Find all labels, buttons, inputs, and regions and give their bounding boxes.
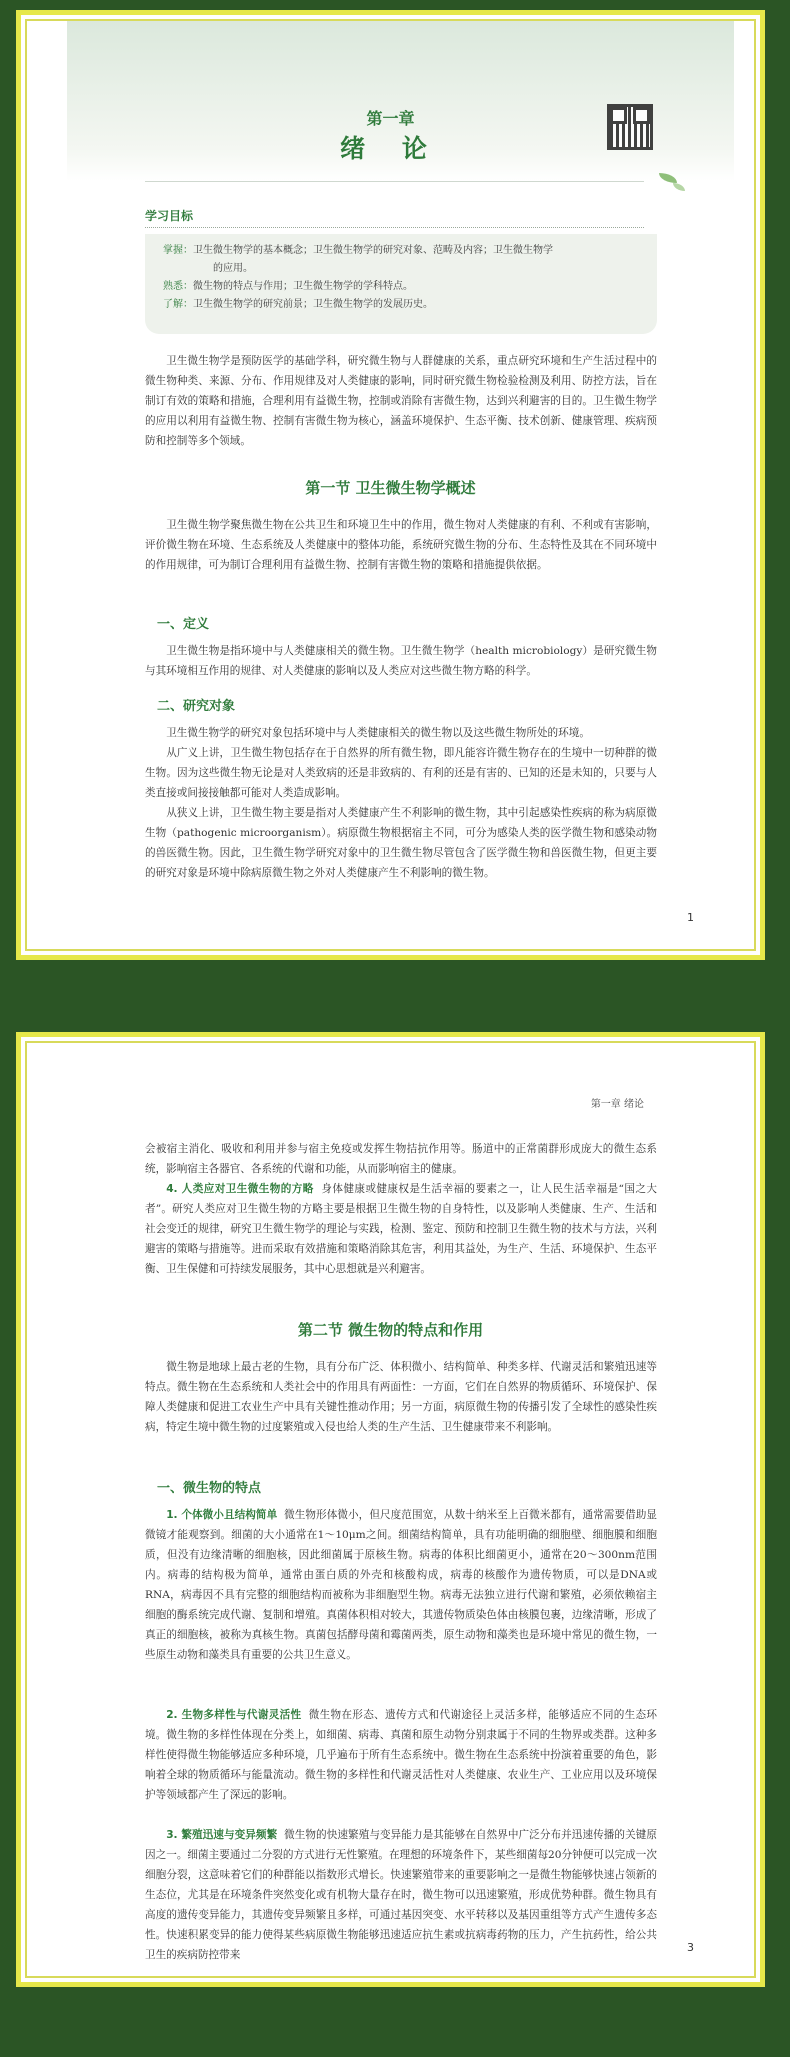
- title-divider: [145, 181, 644, 182]
- list-item-text: 微生物的快速繁殖与变异能力是其能够在自然界中广泛分布并迅速传播的关键原因之一。细菌主要通过二分裂的方式进行无性繁殖。在理想的环境条件下，某些细菌每20分钟便可以完成一次细胞分裂，这意味着它们的种群能以指数形式增长。快速繁殖带来的重要影响之一是微生物能够快速占领新的生态位，尤其是在环境条件突然变化或有机物大量存在时，微生物可以迅速繁殖，形成优势种群。微生物具有高度的遗传变异能力，其遗传变异频繁且多样，可通过基因突变、水平转移以及基因重组等方式产生遗传多态性。快速积累变异的能力使得某些病原微生物能够迅速适应抗生素或抗病毒药物的压力，产生抗药性，给公共卫生的疾病防控带来: [145, 1829, 657, 1961]
- leaf-icon: [673, 183, 685, 191]
- list-item-2: [145, 1705, 657, 1805]
- list-item-heading: 1. 个体微小且结构简单: [166, 1509, 278, 1521]
- section-1-title: 第一节 卫生微生物学概述: [305, 479, 476, 497]
- subsection-research-object-title: 二、研究对象: [157, 699, 236, 714]
- objectives-box: [145, 234, 657, 334]
- objective-key: 熟悉：: [163, 281, 193, 292]
- page-1-content: [25, 19, 756, 951]
- chapter-number: 第一章: [366, 109, 415, 128]
- research-object-paragraph: 卫生微生物学的研究对象包括环境中与人类健康相关的微生物以及这些微生物所处的环境。: [166, 727, 590, 739]
- objectives-divider: [145, 227, 644, 228]
- objective-text: 卫生微生物学的基本概念；卫生微生物学的研究对象、范畴及内容；卫生微生物学: [193, 245, 553, 256]
- continued-paragraph: 会被宿主消化、吸收和利用并参与宿主免疫或发挥生物拮抗作用等。肠道中的正常菌群形成庞大的微生态系统，影响宿主各器官、各系统的代谢和功能，从而影响宿主的健康。: [145, 1143, 657, 1175]
- list-item-text: 微生物形体微小，但尺度范围宽，从数十纳米至上百微米都有，通常需要借助显微镜才能观察到。细菌的大小通常在1～10μm之间。细菌结构简单，具有功能明确的细胞壁、细胞膜和细胞质，但没有边缘清晰的细胞核，因此细菌属于原核生物。病毒的体积比细菌更小，通常在20～300nm范围内。病毒的结构极为简单，通常由蛋白质的外壳和核酸构成，病毒的核酸作为遗传物质，可以是DNA或RNA，病毒因不具有完整的细胞结构而被称为非细胞型生物。病毒无法独立进行代谢和繁殖，必须依赖宿主细胞的酶系统完成代谢、复制和增殖。真菌体积相对较大，其遗传物质染色体由核膜包裹，边缘清晰，形成了真正的细胞核，被称为真核生物。真菌包括酵母菌和霉菌两类，原生动物和藻类也是环境中常见的微生物，一些原生动物和藻类具有重要的公共卫生意义。: [145, 1509, 657, 1661]
- running-head: 第一章 绪论: [590, 1099, 644, 1110]
- page-1: [16, 10, 765, 960]
- list-item-3: [145, 1825, 657, 1965]
- section-1-paragraph: 卫生微生物学聚焦微生物在公共卫生和环境卫生中的作用，微生物对人类健康的有利、不利或有害影响，评价微生物在环境、生态系统及人类健康中的整体功能，系统研究微生物的分布、生态特性及其在不同环境中的作用规律，可为制订合理利用有益微生物、控制有害微生物的策略和措施提供依据。: [145, 519, 657, 571]
- page-number: 1: [687, 911, 694, 924]
- objectives-heading: 学习目标: [145, 209, 194, 223]
- list-item-1: [145, 1505, 657, 1665]
- list-item-heading: 3. 繁殖迅速与变异频繁: [166, 1829, 278, 1841]
- section-2-paragraph: 微生物是地球上最古老的生物，具有分布广泛、体积微小、结构简单、种类多样、代谢灵活和繁殖迅速等特点。微生物在生态系统和人类社会中的作用具有两面性：一方面，它们在自然界的物质循环、环境保护、保障人类健康和促进工农业生产中具有关键性推动作用；另一方面，病原微生物的传播引发了全球性的感染性疾病，特定生境中微生物的过度繁殖或入侵也给人类的生产生活、卫生健康带来不利影响。: [145, 1361, 657, 1433]
- research-object-paragraph: 从狭义上讲，卫生微生物主要是指对人类健康产生不利影响的微生物，其中引起感染性疾病的称为病原微生物（pathogenic microorganism）。病原微生物根据宿主不同，可分为感染人类的医学微生物和感染动物的兽医微生物。因此，卫生微生物学研究对象中的卫生微生物尽管包含了医学微生物和兽医微生物，但更主要的研究对象是环境中除病原微生物之外对人类健康产生不利影响的微生物。: [145, 807, 657, 879]
- qr-code-icon: [607, 104, 653, 150]
- list-item-4: [145, 1179, 657, 1279]
- list-item-text: 微生物在形态、遗传方式和代谢途径上灵活多样，能够适应不同的生态环境。微生物的多样性体现在分类上，如细菌、病毒、真菌和原生动物分别隶属于不同的生物界或类群。这种多样性使得微生物能够适应多种环境，几乎遍布于所有生态系统中。微生物在生态系统中扮演着重要的角色，影响着全球的物质循环与能量流动。微生物的多样性和代谢灵活性对人类健康、农业生产、工业应用以及环境保护等领域都产生了深远的影响。: [145, 1709, 657, 1801]
- page-3: [16, 1032, 765, 1987]
- definition-paragraph: 卫生微生物是指环境中与人类健康相关的微生物。卫生微生物学（health microbiology）是研究微生物与其环境相互作用的规律、对人类健康的影响以及人类应对这些微生物方略的科学。: [145, 645, 657, 677]
- chapter-title: 绪 论: [340, 134, 441, 163]
- page-number: 3: [687, 1941, 694, 1954]
- intro-paragraph: 卫生微生物学是预防医学的基础学科，研究微生物与人群健康的关系，重点研究环境和生产生活过程中的微生物种类、来源、分布、作用规律及对人类健康的影响，同时研究微生物检验检测及利用、防控方法，旨在制订有效的策略和措施，合理利用有益微生物，控制或消除有害微生物，达到兴利避害的目的。卫生微生物学的应用以利用有益微生物、控制有害微生物为核心，涵盖环境保护、生态平衡、技术创新、健康管理、疾病预防和控制等多个领域。: [145, 355, 657, 447]
- subsection-features-title: 一、微生物的特点: [157, 1481, 262, 1496]
- subsection-definition-title: 一、定义: [157, 617, 210, 632]
- list-item-heading: 4. 人类应对卫生微生物的方略: [166, 1183, 314, 1195]
- list-item-text: 身体健康或健康权是生活幸福的要素之一，让人民生活幸福是“国之大者”。研究人类应对卫生微生物的方略主要是根据卫生微生物的自身特性，以及影响人类健康、生产、生活和社会变迁的规律，研究卫生微生物学的理论与实践，检测、鉴定、预防和控制卫生微生物的技术与方法，兴利避害的策略与措施等。进而采取有效措施和策略消除其危害，利用其益处，为生产、生活、环境保护、生态平衡、卫生保健和可持续发展服务，其中心思想就是兴利避害。: [145, 1183, 657, 1275]
- objective-item: [163, 242, 639, 260]
- objective-text: 卫生微生物学的研究前景；卫生微生物学的发展历史。: [193, 299, 433, 310]
- objective-key: 掌握：: [163, 245, 193, 256]
- objective-key: 了解：: [163, 299, 193, 310]
- research-object-paragraph: 从广义上讲，卫生微生物包括存在于自然界的所有微生物，即凡能容许微生物存在的生境中一切种群的微生物。因为这些微生物无论是对人类致病的还是非致病的、有利的还是有害的、已知的还是未知的，只要与人类直接或间接接触都可能对人类造成影响。: [145, 747, 657, 799]
- objective-text: 微生物的特点与作用；卫生微生物学的学科特点。: [193, 281, 413, 292]
- page-3-content: [25, 1041, 756, 1978]
- objective-item-cont: 的应用。: [213, 263, 253, 274]
- section-2-title: 第二节 微生物的特点和作用: [297, 1321, 484, 1339]
- objective-item: [163, 296, 639, 314]
- objective-item: [163, 278, 639, 296]
- list-item-heading: 2. 生物多样性与代谢灵活性: [166, 1709, 302, 1721]
